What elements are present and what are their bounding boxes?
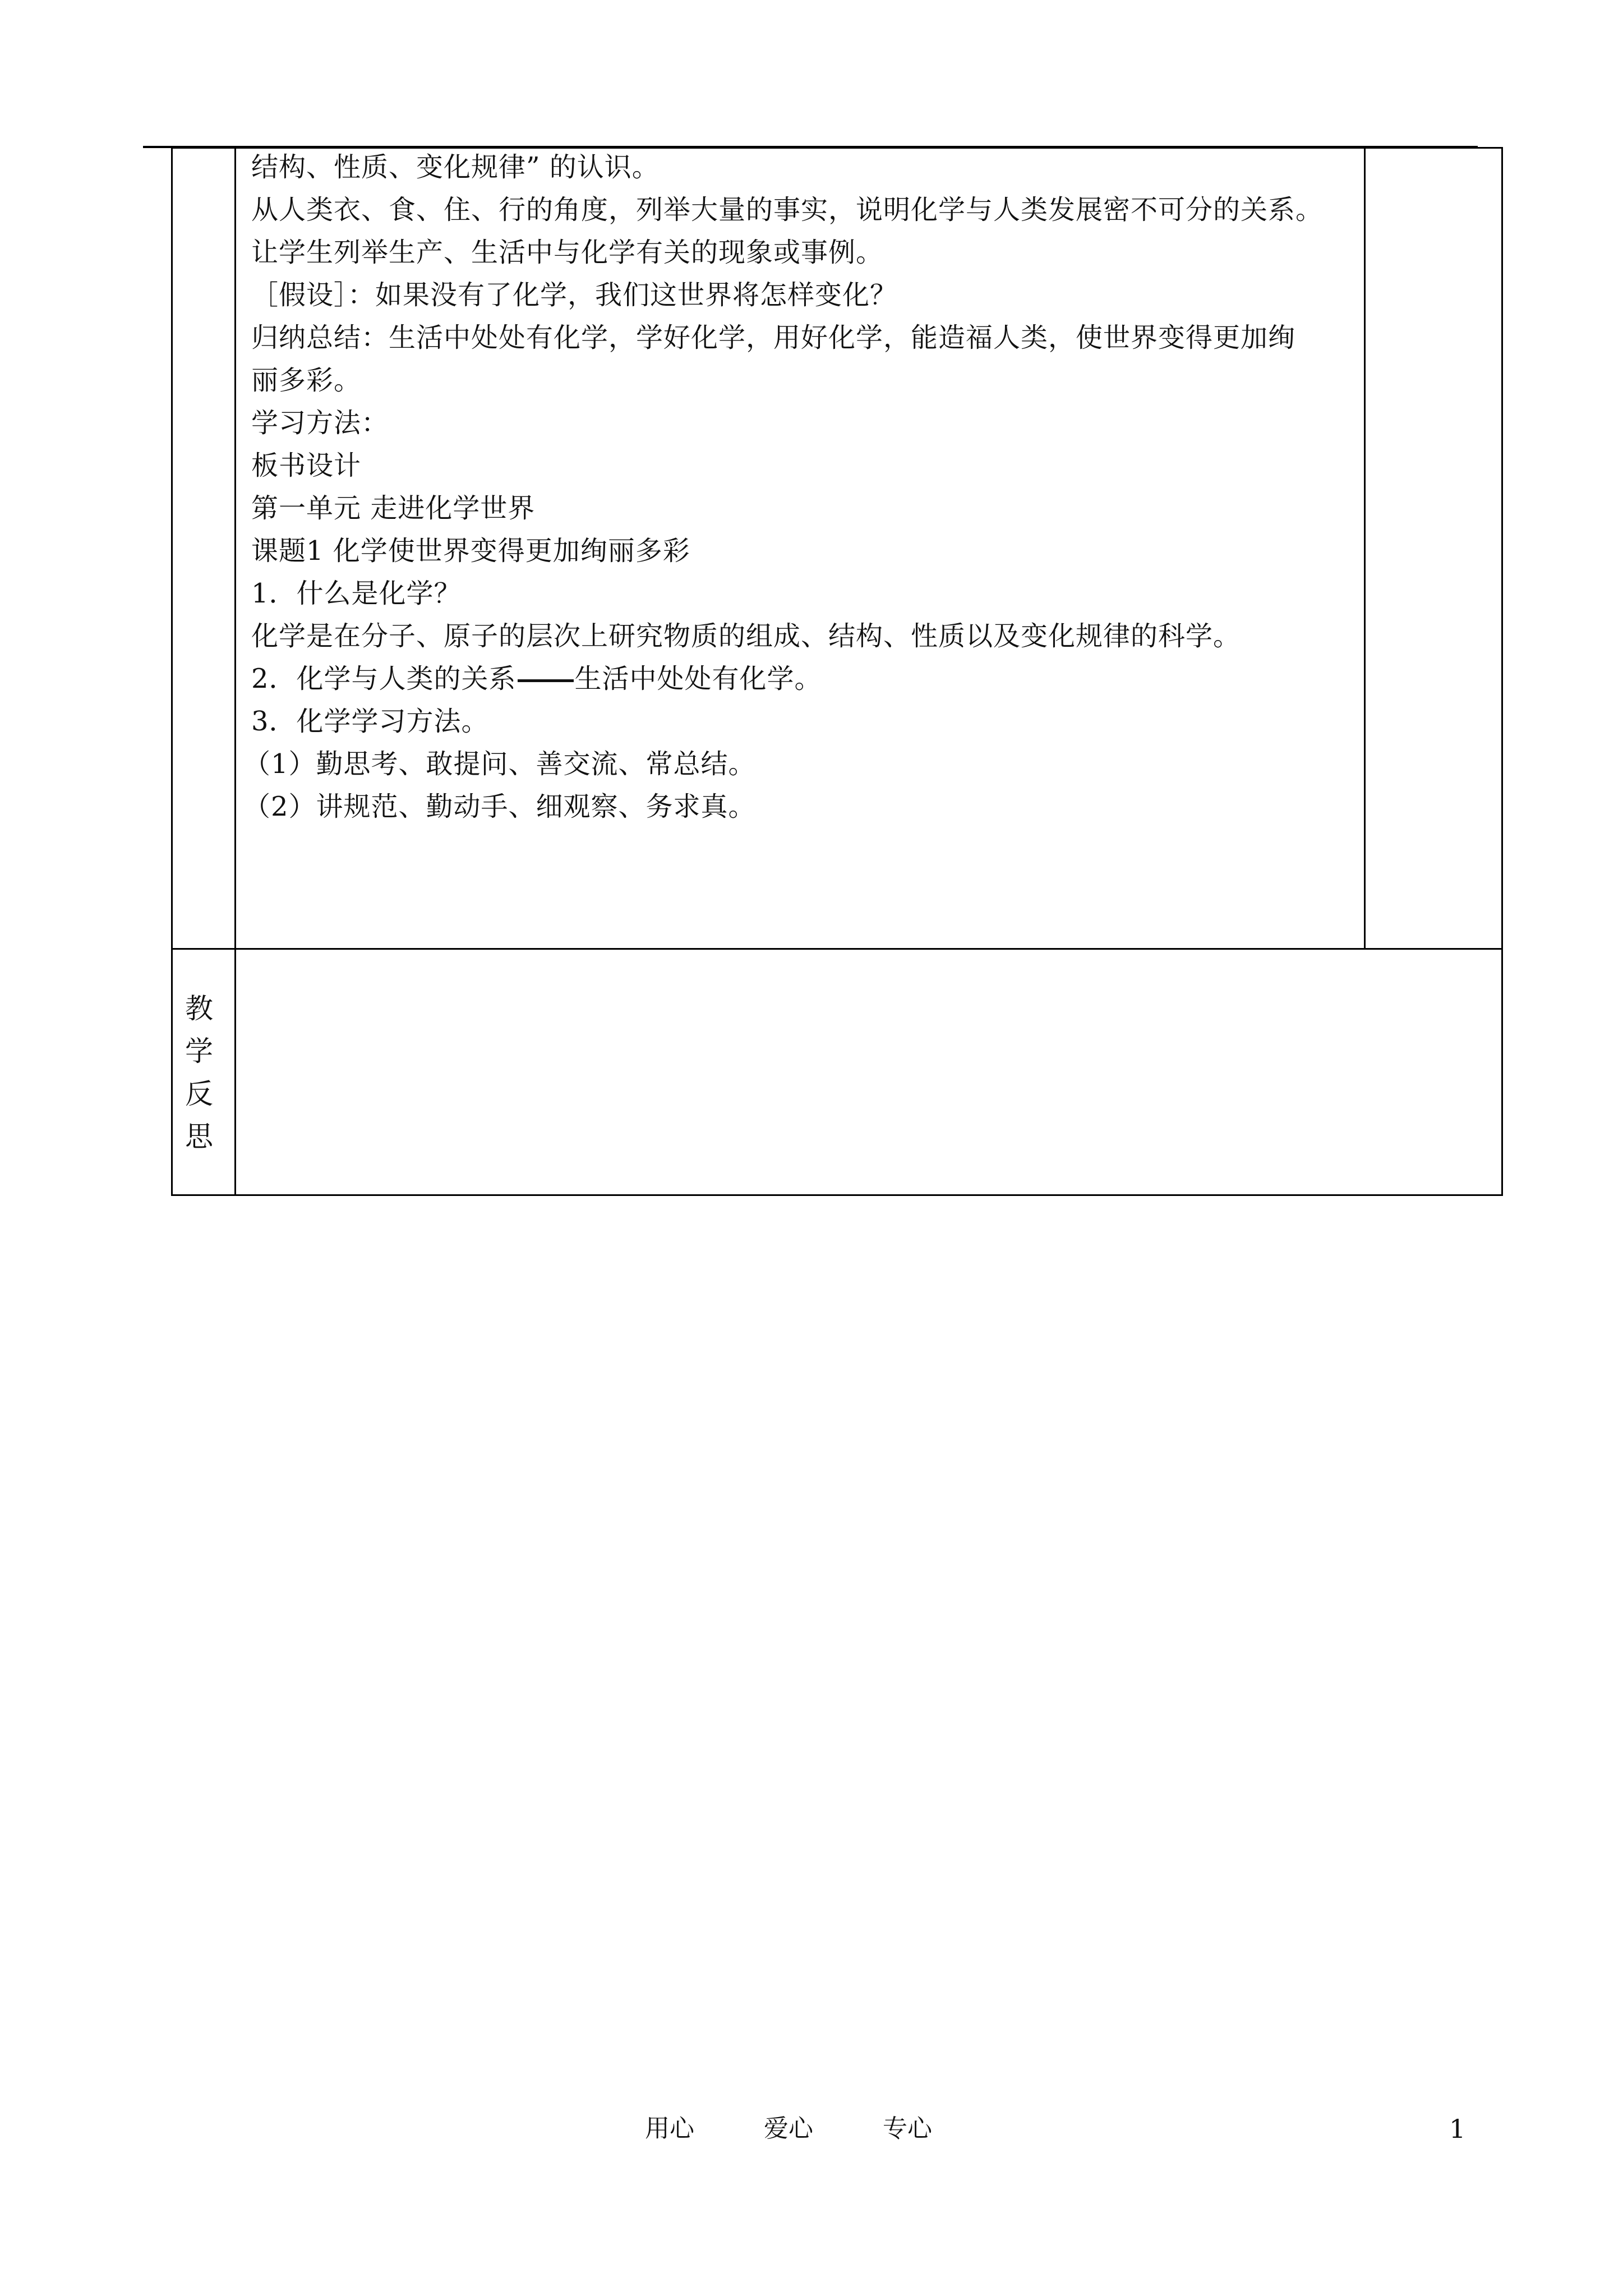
- lesson-line: 结构、性质、变化规律” 的认识。: [251, 151, 660, 183]
- chemistry-definition: 化学是在分子、原子的层次上研究物质的组成、结构、性质以及变化规律的科学。: [251, 620, 1241, 652]
- hypothesis-line: ［假设］：如果没有了化学，我们这世界将怎样变化？: [251, 279, 898, 311]
- topic-title: 课题1 化学使世界变得更加绚丽多彩: [251, 535, 690, 567]
- board-design-heading: 板书设计: [251, 450, 362, 481]
- relation-line: [251, 662, 822, 696]
- learning-method-heading: 学习方法：: [251, 407, 389, 439]
- reflection-char: 思: [185, 1120, 213, 1153]
- table-row-divider: [171, 948, 1503, 950]
- lesson-line: 让学生列举生产、生活中与化学有关的现象或事例。: [251, 237, 884, 268]
- motto-word: 用心: [645, 2114, 694, 2143]
- summary-line: 归纳总结：生活中处处有化学，学好化学，用好化学，能造福人类，使世界变得更加绚: [251, 322, 1296, 353]
- summary-line-continued: 丽多彩。: [251, 365, 362, 396]
- motto-word: 专心: [883, 2114, 932, 2143]
- motto-word: 爱心: [764, 2114, 813, 2143]
- method-heading: 3．化学学习方法。: [251, 706, 489, 737]
- long-dash: [518, 679, 574, 682]
- method-item: （2）讲规范、勤动手、细观察、务求真。: [243, 791, 756, 822]
- table-right-column-divider: [1364, 147, 1366, 949]
- teaching-reflection-label: [185, 987, 213, 1158]
- reflection-char: 学: [185, 1035, 213, 1068]
- footer-motto: [645, 2112, 994, 2146]
- reflection-char: 反: [185, 1078, 213, 1110]
- reflection-char: 教: [185, 992, 213, 1025]
- table-left-column-divider: [234, 147, 236, 1196]
- unit-title: 第一单元 走进化学世界: [251, 493, 536, 524]
- page-number: 1: [1449, 2114, 1466, 2144]
- lesson-line: 从人类衣、食、住、行的角度，列举大量的事实，说明化学与人类发展密不可分的关系。: [251, 194, 1324, 226]
- relation-line-end: 生活中处处有化学。: [574, 663, 822, 694]
- method-item: （1）勤思考、敢提问、善交流、常总结。: [243, 748, 756, 780]
- relation-line-start: 2．化学与人类的关系: [251, 663, 517, 694]
- question-heading: 1．什么是化学？: [251, 578, 462, 609]
